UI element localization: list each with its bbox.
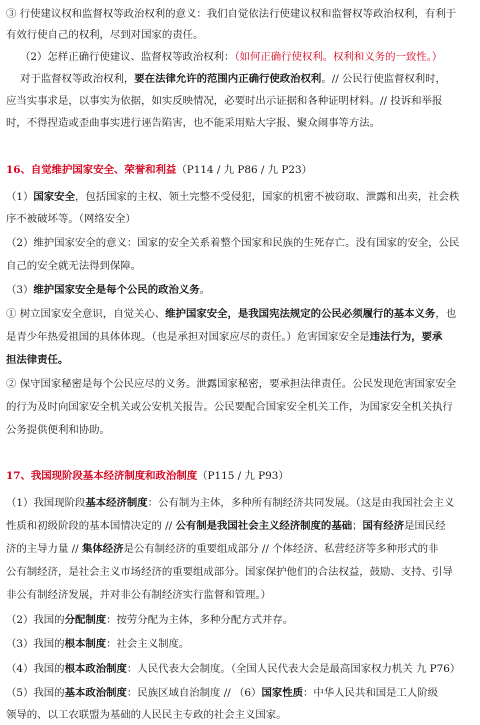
text-segment: 担法律责任。	[6, 354, 69, 366]
text-segment: 根本制度	[64, 638, 107, 650]
text-segment: 性质和初级阶段的基本国情决定的 //	[6, 520, 176, 532]
text-segment: 违法行为，要承	[369, 331, 443, 343]
text-segment: 时，不得捏造或歪曲事实进行诬告陷害，也不能采用贴大字报、聚众闹事等方法。	[6, 117, 381, 129]
text-segment: 。	[199, 284, 211, 296]
text-segment: 国家性质	[261, 687, 303, 699]
text-segment: （5）我国的	[6, 687, 65, 699]
text-line-1	[6, 4, 474, 24]
text-line-5	[6, 91, 474, 111]
text-segment: 16、自觉维护国家安全、荣誉和利益	[6, 164, 177, 176]
text-segment: 非公有制经济发展，并对非公有制经济实行监督和管理。）	[6, 589, 271, 601]
text-line-24	[6, 585, 474, 605]
text-segment: （3）我国的	[6, 638, 65, 650]
text-segment: （2）怎样正确行使建议、监督权等政治权利：	[20, 51, 235, 63]
text-segment: 根本政治制度	[64, 663, 127, 675]
text-segment: （2）我国的	[6, 614, 65, 626]
text-segment: 有效行使自己的权利，尽到对国家的责任。	[6, 29, 204, 41]
text-segment: ；	[352, 520, 363, 532]
text-line-7	[6, 160, 474, 180]
text-line-14	[6, 327, 474, 347]
text-line-20	[6, 493, 474, 513]
text-segment: 对于监督权等政治权利，	[20, 73, 135, 85]
text-segment: ：民族区域自治制度 // （6）	[126, 687, 262, 699]
text-segment: 领导的、以工农联盟为基础的人民民主专政的社会主义国家。	[6, 709, 287, 721]
text-segment: 应当实事求是，以事实为依据，如实反映情况，必要时出示证据和各种证明材料。// 投诉和举报	[6, 95, 443, 107]
text-line-10	[6, 233, 474, 253]
text-segment: ① 树立国家安全意识，自觉关心、	[6, 308, 166, 320]
text-segment: 自己的安全就无法得到保障。	[6, 260, 142, 272]
text-segment: （4）我国的	[6, 663, 65, 675]
text-line-28	[6, 683, 474, 703]
text-line-6	[6, 113, 474, 133]
text-line-29	[6, 705, 474, 725]
text-segment: 国家安全	[33, 191, 75, 203]
text-segment: ② 保守国家秘密是每个公民应尽的义务。泄露国家秘密，要承担法律责任。公民发现危害国家安全	[6, 378, 457, 390]
text-segment: （1）	[6, 191, 34, 203]
text-segment: （2）维护国家安全的意义：国家的安全关系着整个国家和民族的生死存亡。没有国家的安全，公民	[6, 237, 460, 249]
text-segment: （3）	[6, 284, 34, 296]
text-segment: （P115 / 九 P93）	[197, 470, 289, 482]
text-line-8	[6, 187, 474, 207]
text-segment: 国有经济	[362, 520, 405, 532]
text-segment: 济的主导力量 //	[6, 543, 82, 555]
text-segment: 集体经济	[81, 543, 124, 555]
text-segment: 维护国家安全，是我国宪法规定的公民必须履行的基本义务	[165, 308, 436, 320]
text-segment: 公有制经济，是社会主义市场经济的重要组成部分。国家保护他们的合法权益，鼓励、支持、引导	[6, 566, 453, 578]
text-line-22	[6, 539, 474, 559]
text-segment: 维护国家安全是每个公民的政治义务	[33, 284, 200, 296]
text-line-15	[6, 350, 474, 370]
text-segment: ，包括国家的主权、领土完整不受侵犯，国家的机密不被窃取、泄露和出卖，社会秩	[74, 191, 460, 203]
text-segment: 的行为及时向国家安全机关或公安机关报告。公民要配合国家安全机关工作，为国家安全机关执行	[6, 401, 453, 413]
text-segment: 是公有制经济的重要组成部分 // 个体经济、私营经济等多种形式的非	[123, 543, 439, 555]
text-line-12	[6, 280, 474, 300]
text-segment: ③ 行使建议权和监督权等政治权利的意义：我们自觉依法行使建议权和监督权等政治权利，有利于	[6, 8, 457, 20]
text-line-18	[6, 420, 474, 440]
text-line-19	[6, 466, 474, 486]
text-line-23	[6, 562, 474, 582]
text-segment: 公务提供便利和协助。	[6, 424, 110, 436]
text-segment: 序不被破坏等。（网络安全）	[6, 213, 136, 225]
text-line-3	[20, 47, 474, 67]
text-segment: （P114 / 九 P86 / 九 P23）	[176, 164, 312, 176]
text-segment: 17、我国现阶段基本经济制度和政治制度	[6, 470, 198, 482]
text-line-25	[6, 610, 474, 630]
text-line-26	[6, 634, 474, 654]
text-segment: 基本政治制度	[64, 687, 127, 699]
text-segment: ：公有制为主体，多种所有制经济共同发展。（这是由我国社会主义	[147, 497, 455, 509]
text-line-13	[6, 304, 474, 324]
text-segment: ，也	[435, 308, 457, 320]
text-line-16	[6, 374, 474, 394]
text-line-11	[6, 256, 474, 276]
text-segment: 是青少年热爱祖国的具体体现。（也是承担对国家应尽的责任。）危害国家安全是	[6, 331, 370, 343]
text-line-4	[20, 69, 474, 89]
text-segment: ：人民代表大会制度。（全国人民代表大会是最高国家权力机关 九 P76）	[126, 663, 461, 675]
text-segment: 要在法律允许的范围内正确行使政治权利	[134, 73, 322, 85]
text-segment: 公有制是我国社会主义经济制度的基础	[175, 520, 353, 532]
text-segment: ：社会主义制度。	[106, 638, 190, 650]
text-segment: 基本经济制度	[85, 497, 148, 509]
text-segment: （1）我国现阶段	[6, 497, 86, 509]
text-line-9	[6, 209, 474, 229]
text-line-17	[6, 397, 474, 417]
text-segment: （如何正确行使权利。权利和义务的一致性。）	[234, 51, 443, 63]
text-segment: ：中华人民共和国是工人阶级	[303, 687, 439, 699]
text-segment: ：按劳分配为主体，多种分配方式并存。	[106, 614, 294, 626]
text-segment: 是国民经	[404, 520, 446, 532]
text-line-2	[6, 25, 474, 45]
text-line-27	[6, 659, 474, 679]
text-line-21	[6, 516, 474, 536]
text-segment: 分配制度	[64, 614, 107, 626]
text-segment: 。// 公民行使监督权利时，	[321, 73, 446, 85]
